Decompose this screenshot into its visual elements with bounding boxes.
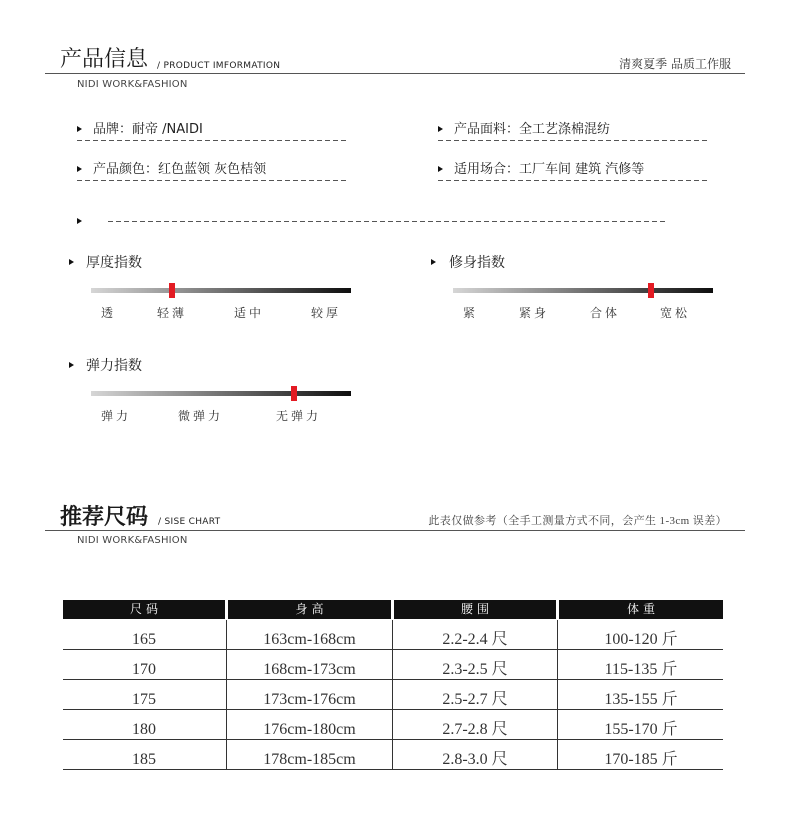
- table-row: [63, 740, 723, 770]
- cell-size: 170: [132, 661, 156, 678]
- fit-scale-label: 合体: [590, 306, 621, 320]
- thickness-scale-label: 较厚: [311, 306, 342, 320]
- table-header-row: [63, 600, 723, 619]
- cell-waist-range: 2.2-2.4 尺: [394, 620, 556, 649]
- spec-label: 产品颜色：: [93, 162, 159, 177]
- elasticity-index: [69, 357, 369, 427]
- product-info-title: 产品信息: [60, 47, 149, 72]
- size-chart-note: 此表仅做参考（全手工测量方式不同，会产生 1-3cm 误差）: [428, 515, 727, 527]
- cell-weight-range: 115-135 斤: [559, 650, 723, 679]
- cell-waist-range: 2.5-2.7 尺: [394, 680, 556, 709]
- cell-weight-range: 155-170 斤: [559, 710, 723, 739]
- spec-fabric: [438, 122, 710, 142]
- elasticity-index-title: 弹力指数: [86, 358, 142, 374]
- elasticity-scale-label: 微弹力: [178, 409, 224, 423]
- cell-waist-range: 2.8-3.0 尺: [394, 740, 556, 769]
- triangle-right-icon: [438, 126, 443, 132]
- spec-text: [454, 122, 610, 138]
- spec-value: 红色蓝领 灰色桔领: [158, 162, 267, 177]
- fit-gradient-bar: [453, 288, 713, 293]
- fit-index: [431, 254, 731, 324]
- cell-waist-range: 2.7-2.8 尺: [394, 710, 556, 739]
- triangle-right-icon: [431, 259, 436, 265]
- thickness-gradient-bar: [91, 288, 351, 293]
- column-header-height: 身高: [228, 600, 391, 619]
- size-chart-divider: [45, 530, 745, 531]
- thickness-index-title: 厚度指数: [86, 255, 142, 271]
- product-info-subtitle: / PRODUCT IMFORMATION: [157, 61, 281, 71]
- cell-size: 180: [132, 721, 156, 738]
- elasticity-marker: [291, 386, 297, 401]
- table-row: [63, 650, 723, 680]
- spec-label: 产品面料：: [454, 122, 520, 137]
- cell-height-range: 163cm-168cm: [228, 620, 391, 649]
- cell-height-range: 168cm-173cm: [228, 650, 391, 679]
- brand-line: NIDI WORK&FASHION: [77, 535, 188, 546]
- fit-marker: [648, 283, 654, 298]
- dashed-underline: [77, 140, 347, 141]
- cell-size: 165: [132, 631, 156, 648]
- triangle-right-icon: [438, 166, 443, 172]
- dashed-underline: [438, 180, 710, 181]
- cell-weight-range: 135-155 斤: [559, 680, 723, 709]
- triangle-right-icon: [77, 166, 82, 172]
- spec-value: 耐帝 /NAIDI: [132, 122, 203, 137]
- spec-text: [454, 162, 644, 178]
- column-header-waist: 腰围: [394, 600, 556, 619]
- fit-scale-label: 紧身: [519, 306, 550, 320]
- size-chart-title: 推荐尺码: [60, 505, 149, 530]
- spec-usage: [438, 162, 710, 182]
- spec-text: [93, 162, 266, 178]
- spec-brand: [77, 122, 347, 142]
- spec-label: 适用场合：: [454, 162, 520, 177]
- cell-size: 185: [132, 751, 156, 768]
- spec-value: 工厂车间 建筑 汽修等: [519, 162, 645, 177]
- table-row: [63, 620, 723, 650]
- triangle-right-icon: [77, 126, 82, 132]
- spec-empty-row: [77, 214, 677, 228]
- thickness-meter: [91, 288, 351, 293]
- fit-meter: [453, 288, 713, 293]
- cell-height-range: 178cm-185cm: [228, 740, 391, 769]
- fit-scale-label: 紧: [463, 306, 479, 320]
- fit-index-title: 修身指数: [449, 255, 505, 271]
- brand-line: NIDI WORK&FASHION: [77, 79, 188, 90]
- thickness-index: [69, 254, 369, 324]
- product-info-divider: [45, 73, 745, 74]
- thickness-scale-label: 轻薄: [157, 306, 188, 320]
- thickness-marker: [169, 283, 175, 298]
- spec-value: 全工艺涤棉混纺: [519, 122, 611, 137]
- thickness-scale-label: 透: [101, 306, 117, 320]
- elasticity-gradient-bar: [91, 391, 351, 396]
- dashed-underline: [438, 140, 710, 141]
- cell-weight-range: 170-185 斤: [559, 740, 723, 769]
- spec-text: [93, 122, 203, 138]
- table-row: [63, 710, 723, 740]
- cell-height-range: 176cm-180cm: [228, 710, 391, 739]
- elasticity-scale-label: 无弹力: [276, 409, 322, 423]
- spec-label: 品牌：: [93, 122, 133, 137]
- dashed-line: [108, 221, 668, 222]
- table-row: [63, 680, 723, 710]
- cell-waist-range: 2.3-2.5 尺: [394, 650, 556, 679]
- slogan: 清爽夏季 品质工作服: [619, 57, 731, 71]
- elasticity-meter: [91, 391, 351, 396]
- triangle-right-icon: [69, 362, 74, 368]
- size-chart-subtitle: / SISE CHART: [158, 517, 221, 527]
- triangle-right-icon: [77, 218, 82, 224]
- spec-color: [77, 162, 347, 182]
- cell-size: 175: [132, 691, 156, 708]
- column-header-weight: 体重: [559, 600, 723, 619]
- cell-height-range: 173cm-176cm: [228, 680, 391, 709]
- thickness-scale-label: 适中: [234, 306, 265, 320]
- elasticity-scale-label: 弹力: [101, 409, 132, 423]
- triangle-right-icon: [69, 259, 74, 265]
- size-chart-table: [63, 600, 723, 770]
- fit-scale-label: 宽松: [660, 306, 691, 320]
- column-header-size: 尺码: [63, 600, 225, 619]
- dashed-underline: [77, 180, 347, 181]
- cell-weight-range: 100-120 斤: [559, 620, 723, 649]
